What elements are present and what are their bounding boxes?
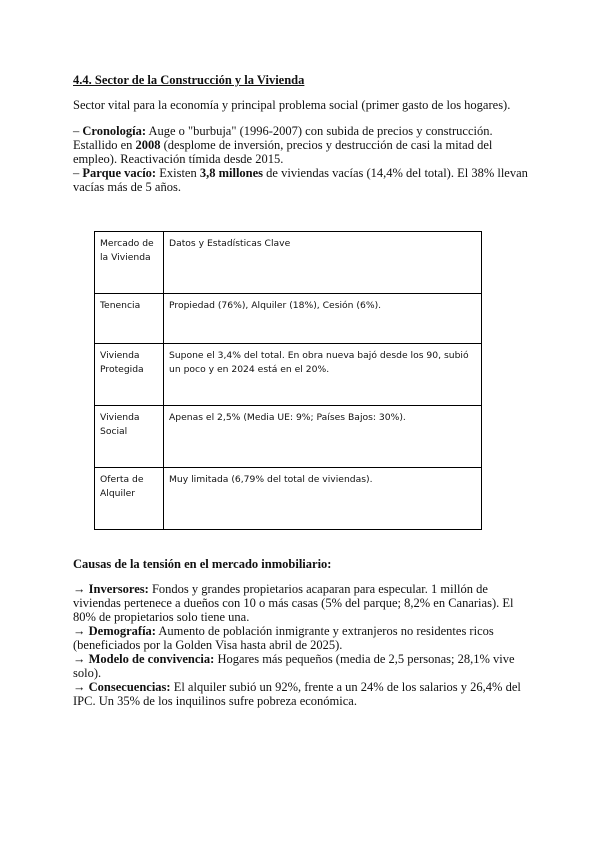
dash: – [73,124,83,138]
table-row [95,344,482,406]
parque-paragraph [73,166,533,194]
cause-label: Inversores: [88,582,149,596]
table-row-label: Vivienda Protegida [95,344,164,406]
arrow-icon: → [73,582,89,596]
arrow-icon: → [73,624,89,638]
table-header-cell: Mercado de la Vivienda [95,232,164,294]
cause-text: El alquiler subió un 92%, frente a un 24% de los salarios y 26,4% del IPC. Un 35% de los inquilinos sufre pobreza económica. [73,680,521,708]
summary-block [73,124,533,194]
causes-list [73,582,533,708]
cause-label: Demografía: [88,624,156,638]
cronologia-label: Cronología: [82,124,147,138]
section-heading: 4.4. Sector de la Construcción y la Vivienda [73,73,305,87]
table-header-row [95,232,482,294]
cronologia-text-1: Auge o "burbuja" (1996-2007) con subida de precios y construcción. Estallido en [73,124,493,152]
table-row [95,294,482,344]
cause-text: Fondos y grandes propietarios acaparan para especular. 1 millón de viviendas pertenece a dueños con 10 o más casas (5% del parque; 8,2% en Canarias). El 80% de propietarios solo tiene una. [73,582,514,624]
cause-text: Hogares más pequeños (media de 2,5 personas; 28,1% vive solo). [73,652,515,680]
dash: – [73,166,83,180]
causes-title: Causas de la tensión en el mercado inmobiliario: [73,557,332,571]
table-row-label: Tenencia [95,294,164,344]
table-row-value: Propiedad (76%), Alquiler (18%), Cesión (6%). [164,294,482,344]
table-row-value: Muy limitada (6,79% del total de viviendas). [164,468,482,530]
arrow-icon: → [73,652,89,666]
parque-text-2: de viviendas vacías (14,4% del total). El 38% llevan vacías más de 5 años. [73,166,528,194]
parque-text-1: Existen [156,166,200,180]
cronologia-text-2: (desplome de inversión, precios y destrucción de casi la mitad del empleo). Reactivación tímida desde 2015. [73,138,493,166]
housing-market-table [94,231,482,530]
cause-item [73,680,533,708]
cause-item [73,652,533,680]
cause-text: Aumento de población inmigrante y extranjeros no residentes ricos (beneficiados por la Golden Visa hasta abril de 2025). [73,624,494,652]
intro-paragraph: Sector vital para la economía y principal problema social (primer gasto de los hogares). [73,98,511,112]
table-row-label: Oferta de Alquiler [95,468,164,530]
cause-item [73,624,533,652]
table-row [95,468,482,530]
cronologia-year: 2008 [135,138,161,152]
table-row [95,406,482,468]
cause-label: Modelo de convivencia: [88,652,215,666]
table-row-value: Supone el 3,4% del total. En obra nueva bajó desde los 90, subió un poco y en 2024 está en el 20%. [164,344,482,406]
parque-label: Parque vacío: [82,166,157,180]
cause-label: Consecuencias: [88,680,171,694]
parque-amount: 3,8 millones [199,166,264,180]
cause-item [73,582,533,624]
table-row-label: Vivienda Social [95,406,164,468]
arrow-icon: → [73,680,89,694]
table-header-cell: Datos y Estadísticas Clave [164,232,482,294]
table-row-value: Apenas el 2,5% (Media UE: 9%; Países Bajos: 30%). [164,406,482,468]
cronologia-paragraph [73,124,533,166]
